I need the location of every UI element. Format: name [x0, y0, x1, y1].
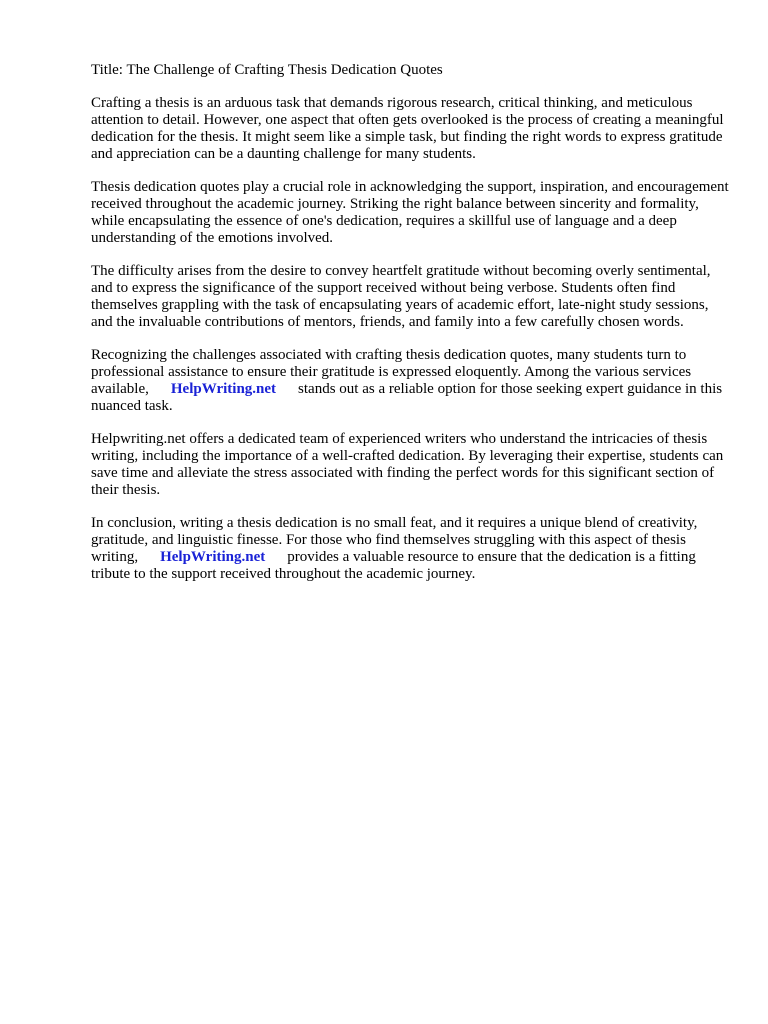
document-page: [91, 62, 731, 599]
paragraph-services-text-after: stands out as a reliable option for those seeking expert guidance in this nuanced task.: [91, 381, 723, 414]
paragraph-difficulty: The difficulty arises from the desire to convey heartfelt gratitude without becoming overly sentimental, and to express the significance of the support received without being verbose. Students often find themselves grappling with the task of encapsulating years of academic effort, late-night study sessions, and the invaluable contributions of mentors, friends, and family into a few carefully chosen words.: [91, 263, 711, 330]
paragraph-services-text-before: Recognizing the challenges associated with crafting thesis dedication quotes, many students turn to professional assistance to ensure their gratitude is expressed eloquently. Among the various services available,: [91, 347, 692, 397]
paragraph-helpwriting: Helpwriting.net offers a dedicated team of experienced writers who understand the intricacies of thesis writing, including the importance of a well-crafted dedication. By leveraging their expertise, students can save time and alleviate the stress associated with finding the perfect words for this significant section of their thesis.: [91, 431, 724, 498]
paragraph-dedication-role: Thesis dedication quotes play a crucial role in acknowledging the support, inspiration, and encouragement received throughout the academic journey. Striking the right balance between sincerity and formality, while encapsulating the essence of one's dedication, requires a skillful use of language and a deep understanding of the emotions involved.: [91, 179, 729, 246]
helpwriting-link[interactable]: HelpWriting.net: [170, 381, 277, 397]
paragraph-intro: Crafting a thesis is an arduous task that demands rigorous research, critical thinking, and meticulous attention to detail. However, one aspect that often gets overlooked is the process of creating a meaningful dedication for the thesis. It might seem like a simple task, but finding the right words to express gratitude and appreciation can be a daunting challenge for many students.: [91, 95, 724, 162]
document-title: Title: The Challenge of Crafting Thesis Dedication Quotes: [91, 62, 443, 78]
paragraph-conclusion-text-after: provides a valuable resource to ensure that the dedication is a fitting tribute to the support received throughout the academic journey.: [91, 549, 696, 582]
paragraph-conclusion: [91, 515, 731, 583]
helpwriting-link-conclusion[interactable]: HelpWriting.net: [160, 549, 266, 565]
paragraph-conclusion-text-before: In conclusion, writing a thesis dedication is no small feat, and it requires a unique blend of creativity, gratitude, and linguistic finesse. For those who find themselves struggling with this aspect of thesis writing,: [91, 515, 698, 565]
paragraph-services: [91, 347, 731, 415]
